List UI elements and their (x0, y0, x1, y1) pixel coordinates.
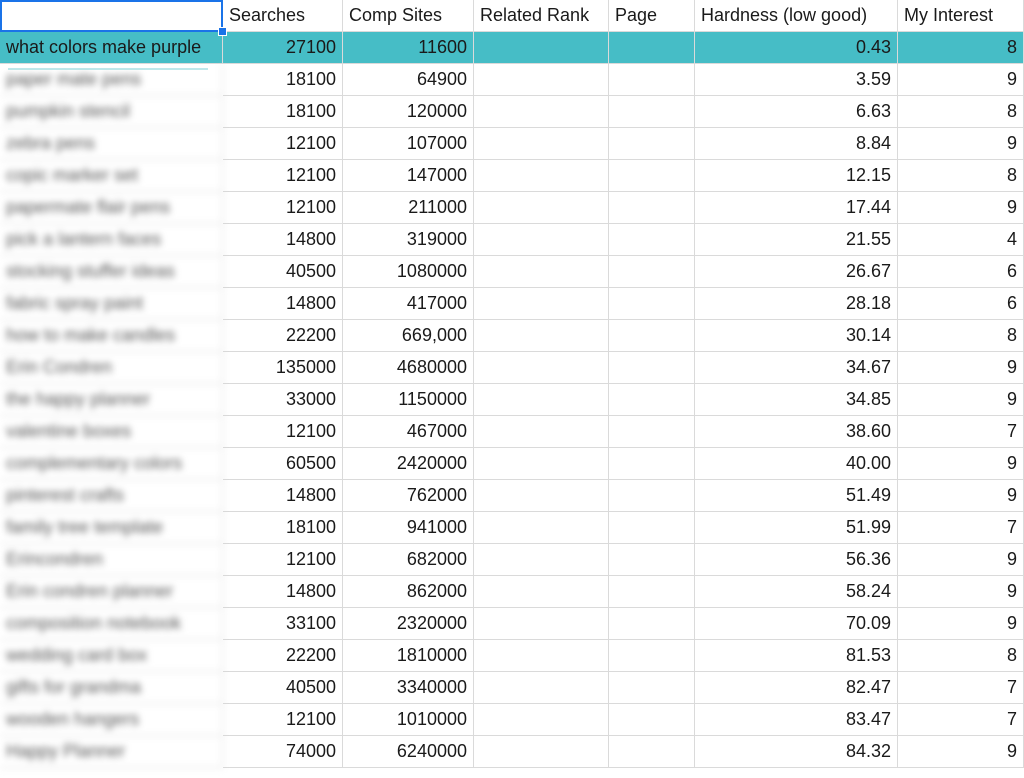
related-rank-cell[interactable] (474, 480, 609, 512)
hardness-cell[interactable]: 17.44 (695, 192, 898, 224)
keyword-cell[interactable]: what colors make purple (0, 32, 223, 64)
related-rank-cell[interactable] (474, 32, 609, 64)
interest-cell[interactable]: 8 (898, 640, 1024, 672)
related-rank-cell[interactable] (474, 640, 609, 672)
page-cell[interactable] (609, 736, 695, 768)
interest-cell[interactable]: 4 (898, 224, 1024, 256)
hardness-cell[interactable]: 8.84 (695, 128, 898, 160)
comp-sites-cell[interactable]: 1080000 (343, 256, 474, 288)
hardness-cell[interactable]: 81.53 (695, 640, 898, 672)
searches-cell[interactable]: 40500 (223, 256, 343, 288)
related-rank-cell[interactable] (474, 736, 609, 768)
page-cell[interactable] (609, 480, 695, 512)
comp-sites-cell[interactable]: 211000 (343, 192, 474, 224)
related-rank-cell[interactable] (474, 256, 609, 288)
keyword-cell[interactable]: Erin Condren (0, 352, 223, 384)
related-rank-cell[interactable] (474, 288, 609, 320)
interest-cell[interactable]: 9 (898, 544, 1024, 576)
hardness-cell[interactable]: 38.60 (695, 416, 898, 448)
header-comp-sites[interactable]: Comp Sites (343, 0, 474, 32)
page-cell[interactable] (609, 160, 695, 192)
comp-sites-cell[interactable]: 417000 (343, 288, 474, 320)
keyword-cell[interactable]: pinterest crafts (0, 480, 223, 512)
page-cell[interactable] (609, 608, 695, 640)
related-rank-cell[interactable] (474, 192, 609, 224)
interest-cell[interactable]: 9 (898, 192, 1024, 224)
comp-sites-cell[interactable]: 11600 (343, 32, 474, 64)
comp-sites-cell[interactable]: 682000 (343, 544, 474, 576)
page-cell[interactable] (609, 64, 695, 96)
keyword-cell[interactable]: zebra pens (0, 128, 223, 160)
searches-cell[interactable]: 33100 (223, 608, 343, 640)
comp-sites-cell[interactable]: 64900 (343, 64, 474, 96)
comp-sites-cell[interactable]: 467000 (343, 416, 474, 448)
hardness-cell[interactable]: 56.36 (695, 544, 898, 576)
searches-cell[interactable]: 14800 (223, 224, 343, 256)
searches-cell[interactable]: 18100 (223, 512, 343, 544)
page-cell[interactable] (609, 544, 695, 576)
page-cell[interactable] (609, 576, 695, 608)
interest-cell[interactable]: 8 (898, 32, 1024, 64)
searches-cell[interactable]: 27100 (223, 32, 343, 64)
searches-cell[interactable]: 18100 (223, 64, 343, 96)
searches-cell[interactable]: 12100 (223, 128, 343, 160)
interest-cell[interactable]: 9 (898, 608, 1024, 640)
page-cell[interactable] (609, 704, 695, 736)
selection-underline (8, 68, 208, 70)
keyword-cell[interactable]: pumpkin stencil (0, 96, 223, 128)
hardness-cell[interactable]: 84.32 (695, 736, 898, 768)
comp-sites-cell[interactable]: 4680000 (343, 352, 474, 384)
header-hardness[interactable]: Hardness (low good) (695, 0, 898, 32)
interest-cell[interactable]: 6 (898, 288, 1024, 320)
comp-sites-cell[interactable]: 669,000 (343, 320, 474, 352)
searches-cell[interactable]: 135000 (223, 352, 343, 384)
keyword-cell[interactable]: papermate flair pens (0, 192, 223, 224)
header-page[interactable]: Page (609, 0, 695, 32)
interest-cell[interactable]: 9 (898, 352, 1024, 384)
hardness-cell[interactable]: 51.49 (695, 480, 898, 512)
keyword-cell[interactable]: valentine boxes (0, 416, 223, 448)
interest-cell[interactable]: 9 (898, 384, 1024, 416)
comp-sites-cell[interactable]: 2420000 (343, 448, 474, 480)
keyword-cell[interactable]: the happy planner (0, 384, 223, 416)
searches-cell[interactable]: 12100 (223, 704, 343, 736)
related-rank-cell[interactable] (474, 672, 609, 704)
header-searches[interactable]: Searches (223, 0, 343, 32)
related-rank-cell[interactable] (474, 224, 609, 256)
searches-cell[interactable]: 18100 (223, 96, 343, 128)
related-rank-cell[interactable] (474, 320, 609, 352)
interest-cell[interactable]: 9 (898, 736, 1024, 768)
hardness-cell[interactable]: 58.24 (695, 576, 898, 608)
related-rank-cell[interactable] (474, 608, 609, 640)
comp-sites-cell[interactable]: 6240000 (343, 736, 474, 768)
interest-cell[interactable]: 7 (898, 512, 1024, 544)
interest-cell[interactable]: 8 (898, 96, 1024, 128)
page-cell[interactable] (609, 224, 695, 256)
related-rank-cell[interactable] (474, 448, 609, 480)
keyword-cell[interactable]: gifts for grandma (0, 672, 223, 704)
interest-cell[interactable]: 9 (898, 576, 1024, 608)
comp-sites-cell[interactable]: 1150000 (343, 384, 474, 416)
keyword-cell[interactable]: wedding card box (0, 640, 223, 672)
comp-sites-cell[interactable]: 147000 (343, 160, 474, 192)
searches-cell[interactable]: 12100 (223, 544, 343, 576)
hardness-cell[interactable]: 70.09 (695, 608, 898, 640)
interest-cell[interactable]: 7 (898, 672, 1024, 704)
hardness-cell[interactable]: 28.18 (695, 288, 898, 320)
header-related-rank[interactable]: Related Rank (474, 0, 609, 32)
header-my-interest[interactable]: My Interest (898, 0, 1024, 32)
related-rank-cell[interactable] (474, 128, 609, 160)
interest-cell[interactable]: 7 (898, 704, 1024, 736)
hardness-cell[interactable]: 3.59 (695, 64, 898, 96)
hardness-cell[interactable]: 34.67 (695, 352, 898, 384)
searches-cell[interactable]: 22200 (223, 320, 343, 352)
hardness-cell[interactable]: 82.47 (695, 672, 898, 704)
comp-sites-cell[interactable]: 107000 (343, 128, 474, 160)
page-cell[interactable] (609, 320, 695, 352)
interest-cell[interactable]: 7 (898, 416, 1024, 448)
page-cell[interactable] (609, 96, 695, 128)
keyword-cell[interactable]: wooden hangers (0, 704, 223, 736)
keyword-cell[interactable]: stocking stuffer ideas (0, 256, 223, 288)
interest-cell[interactable]: 9 (898, 448, 1024, 480)
keyword-cell[interactable]: Happy Planner (0, 736, 223, 768)
keyword-cell[interactable]: composition notebook (0, 608, 223, 640)
related-rank-cell[interactable] (474, 352, 609, 384)
searches-cell[interactable]: 12100 (223, 416, 343, 448)
keyword-cell[interactable]: pick a lantern faces (0, 224, 223, 256)
hardness-cell[interactable]: 34.85 (695, 384, 898, 416)
comp-sites-cell[interactable]: 2320000 (343, 608, 474, 640)
related-rank-cell[interactable] (474, 704, 609, 736)
page-cell[interactable] (609, 640, 695, 672)
keyword-cell[interactable]: Erin condren planner (0, 576, 223, 608)
searches-cell[interactable]: 33000 (223, 384, 343, 416)
page-cell[interactable] (609, 416, 695, 448)
comp-sites-cell[interactable]: 1810000 (343, 640, 474, 672)
interest-cell[interactable]: 9 (898, 64, 1024, 96)
interest-cell[interactable]: 9 (898, 128, 1024, 160)
searches-cell[interactable]: 60500 (223, 448, 343, 480)
keyword-cell[interactable]: complementary colors (0, 448, 223, 480)
searches-cell[interactable]: 74000 (223, 736, 343, 768)
comp-sites-cell[interactable]: 941000 (343, 512, 474, 544)
page-cell[interactable] (609, 288, 695, 320)
keyword-cell[interactable]: how to make candles (0, 320, 223, 352)
page-cell[interactable] (609, 32, 695, 64)
fill-handle[interactable] (218, 27, 227, 36)
related-rank-cell[interactable] (474, 576, 609, 608)
comp-sites-cell[interactable]: 120000 (343, 96, 474, 128)
hardness-cell[interactable]: 83.47 (695, 704, 898, 736)
searches-cell[interactable]: 14800 (223, 480, 343, 512)
searches-cell[interactable]: 14800 (223, 288, 343, 320)
interest-cell[interactable]: 6 (898, 256, 1024, 288)
interest-cell[interactable]: 8 (898, 160, 1024, 192)
page-cell[interactable] (609, 512, 695, 544)
keyword-cell[interactable]: fabric spray paint (0, 288, 223, 320)
comp-sites-cell[interactable]: 762000 (343, 480, 474, 512)
related-rank-cell[interactable] (474, 512, 609, 544)
searches-cell[interactable]: 14800 (223, 576, 343, 608)
page-cell[interactable] (609, 672, 695, 704)
hardness-cell[interactable]: 21.55 (695, 224, 898, 256)
related-rank-cell[interactable] (474, 64, 609, 96)
hardness-cell[interactable]: 26.67 (695, 256, 898, 288)
related-rank-cell[interactable] (474, 384, 609, 416)
page-cell[interactable] (609, 192, 695, 224)
keyword-cell[interactable]: family tree template (0, 512, 223, 544)
interest-cell[interactable]: 8 (898, 320, 1024, 352)
hardness-cell[interactable]: 0.43 (695, 32, 898, 64)
hardness-cell[interactable]: 12.15 (695, 160, 898, 192)
searches-cell[interactable]: 12100 (223, 160, 343, 192)
hardness-cell[interactable]: 30.14 (695, 320, 898, 352)
hardness-cell[interactable]: 6.63 (695, 96, 898, 128)
hardness-cell[interactable]: 51.99 (695, 512, 898, 544)
searches-cell[interactable]: 22200 (223, 640, 343, 672)
searches-cell[interactable]: 40500 (223, 672, 343, 704)
keyword-cell[interactable]: paper mate pens (0, 64, 223, 96)
page-cell[interactable] (609, 448, 695, 480)
related-rank-cell[interactable] (474, 416, 609, 448)
page-cell[interactable] (609, 352, 695, 384)
searches-cell[interactable]: 12100 (223, 192, 343, 224)
comp-sites-cell[interactable]: 319000 (343, 224, 474, 256)
page-cell[interactable] (609, 128, 695, 160)
page-cell[interactable] (609, 256, 695, 288)
keyword-cell[interactable]: copic marker set (0, 160, 223, 192)
page-cell[interactable] (609, 384, 695, 416)
comp-sites-cell[interactable]: 1010000 (343, 704, 474, 736)
related-rank-cell[interactable] (474, 160, 609, 192)
keyword-cell[interactable]: Erincondren (0, 544, 223, 576)
interest-cell[interactable]: 9 (898, 480, 1024, 512)
comp-sites-cell[interactable]: 3340000 (343, 672, 474, 704)
header-cell-a[interactable] (0, 0, 223, 32)
comp-sites-cell[interactable]: 862000 (343, 576, 474, 608)
related-rank-cell[interactable] (474, 544, 609, 576)
related-rank-cell[interactable] (474, 96, 609, 128)
hardness-cell[interactable]: 40.00 (695, 448, 898, 480)
